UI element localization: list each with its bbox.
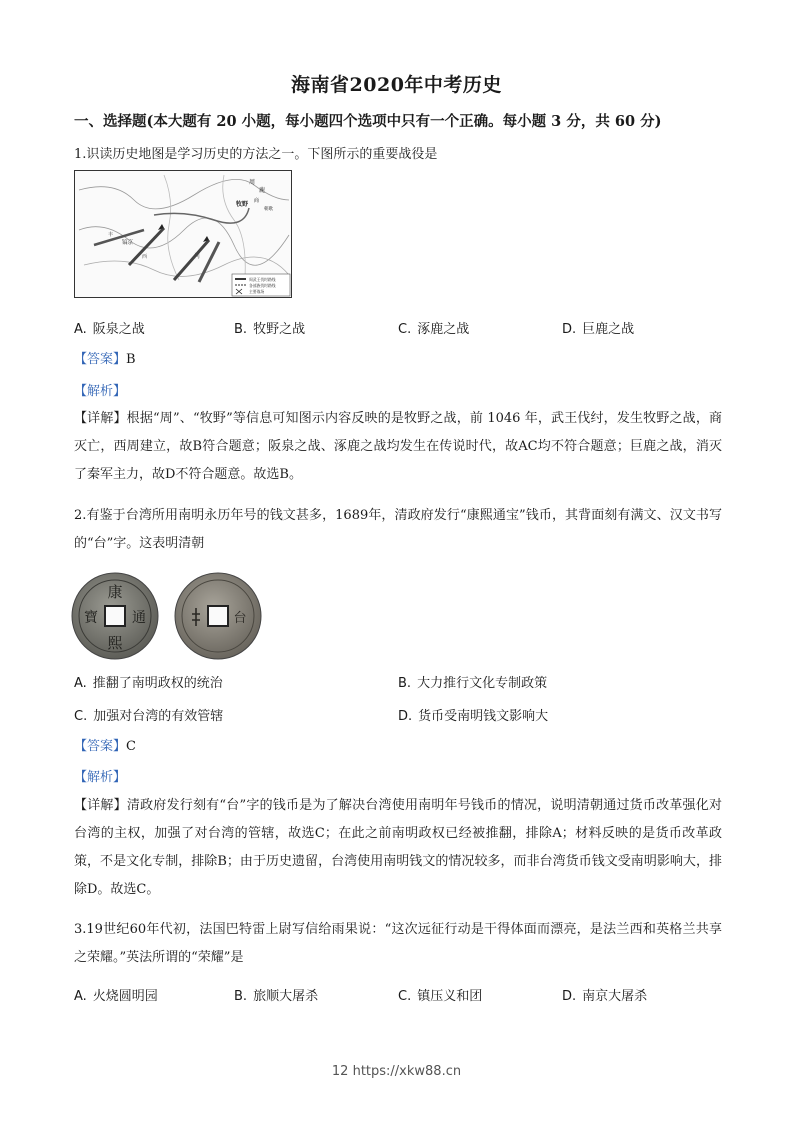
q1-answer [74,348,136,367]
option-letter: C. [398,322,412,337]
option-text: 推翻了南明政权的统治 [92,676,223,691]
section-heading: 一、选择题(本大题有 20 小题，每小题四个选项中只有一个正确。每小题 3 分，共 60 分) [74,113,662,130]
map-legend-2: 各部族伐纣路线 [249,283,276,288]
option-letter: D. [398,709,413,724]
q1-option-b [234,318,305,337]
q3-stem: 3.19世纪60年代初，法国巴特雷上尉写信给雨果说：“这次远征行动是干得体面而漂亮，是法兰西和英格兰共享之荣耀。”英法所谓的“荣耀”是 [74,922,722,965]
q3-option-d [562,985,647,1004]
map-label-muye: 牧野 [236,201,249,208]
q3-option-c [398,985,482,1004]
q3-option-b [234,985,318,1004]
map-legend-3: 主要战场 [249,289,265,294]
coin-char-tong: 通 [132,610,146,626]
q1-option-c [398,318,469,337]
option-letter: B. [234,322,248,337]
answer-value: C [126,739,136,754]
coin-images [70,570,270,662]
option-text: 南京大屠杀 [582,989,648,1004]
option-text: 货币受南明钱文影响大 [418,709,549,724]
q1-stem: 1.识读历史地图是学习历史的方法之一。下图所示的重要战役是 [74,147,438,162]
q2-option-c [74,705,223,724]
map-label-shang: 商 [254,198,260,204]
q1-detail [74,405,722,489]
option-text: 涿鹿之战 [417,322,470,337]
option-text: 加强对台湾的有效管辖 [93,709,224,724]
answer-tag: 【答案】 [74,739,127,754]
option-text: 牧野之战 [253,322,306,337]
option-text: 阪泉之战 [92,322,145,337]
option-text: 大力推行文化专制政策 [417,676,548,691]
map-label-xi: 西 [142,254,148,260]
q2-detail [74,792,722,904]
map-label-haojing: 镐京 [122,240,134,246]
option-letter: C. [74,709,88,724]
option-letter: B. [398,676,412,691]
q1-option-a [74,318,145,337]
q2-stem: 2.有鉴于台湾所用南明永历年号的钱文甚多，1689年，清政府发行“康熙通宝”钱币，其背面刻有满文、汉文书写的“台”字。这表明清朝 [74,508,722,551]
option-letter: D. [562,989,577,1004]
q2-answer [74,735,136,754]
coin-char-kang: 康 [107,583,123,601]
coin-char-bao: 寶 [84,610,98,626]
option-letter: D. [562,322,577,337]
detail-tag: 【详解】 [74,411,127,426]
coin-char-tai: 台 [233,611,247,626]
answer-tag: 【答案】 [74,352,127,367]
coin-char-xi: 熙 [107,634,123,652]
detail-text: 根据“周”、“牧野”等信息可知图示内容反映的是牧野之战，前 1046 年，武王伐纣，发生牧野之战，商灭亡，西周建立，故B符合题意；阪泉之战、涿鹿之战均发生在传说时代，故AC均不符合题意；巨鹿之战，消灭了秦军主力，故D不符合题意。故选B。 [74,411,722,482]
option-letter: A. [74,322,87,337]
q2-option-d [398,705,548,724]
option-text: 镇压义和团 [417,989,483,1004]
option-text: 巨鹿之战 [582,322,635,337]
q2-analysis-tag: 【解析】 [74,770,127,785]
map-label-zhaoge: 朝歌 [264,207,273,212]
q1-option-d [562,318,634,337]
detail-text: 清政府发行刻有“台”字的钱币是为了解决台湾使用南明年号钱币的情况，说明清朝通过货币改革强化对台湾的主权，加强了对台湾的管辖，故选C；在此之前南明政权已经被推翻，排除A；材料反映的是货币改革政策，不是文化专制，排除B；由于历史遗留，台湾使用南明钱文的情况较多，而非台湾货币钱文受南明影响大，排除D。故选C。 [74,798,722,897]
option-text: 火烧圆明园 [92,989,158,1004]
map-label-feng: 丰 [108,232,114,238]
option-letter: B. [234,989,248,1004]
q1-analysis-tag: 【解析】 [74,384,127,399]
answer-value: B [126,352,136,367]
map-label-lu: 鹿 [259,187,266,194]
map-legend-1: 周武王伐纣路线 [249,277,276,282]
battle-map-image [74,170,292,298]
option-letter: A. [74,676,87,691]
page-footer: 12 https://xkw88.cn [331,1064,462,1079]
map-label-he: 河 [194,253,201,260]
page-title: 海南省2020年中考历史 [291,74,502,96]
q2-option-b [398,672,547,691]
option-letter: C. [398,989,412,1004]
option-letter: A. [74,989,87,1004]
q2-option-a [74,672,223,691]
map-label-zhou: 周 [249,179,256,186]
q3-option-a [74,985,158,1004]
option-text: 旅顺大屠杀 [253,989,319,1004]
detail-tag: 【详解】 [74,798,127,813]
